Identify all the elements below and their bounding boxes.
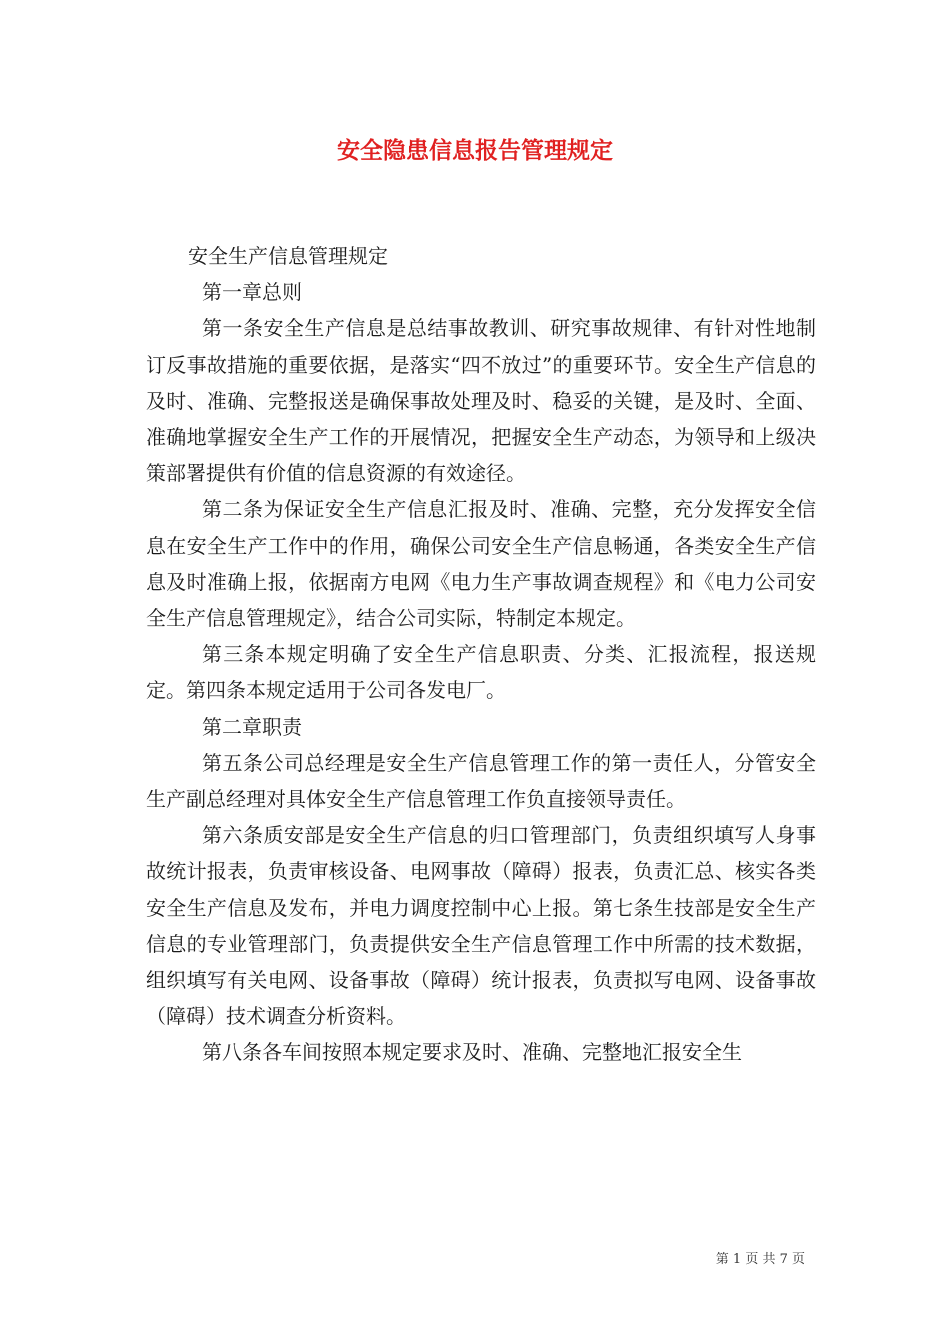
document-title: 安全隐患信息报告管理规定 [337, 137, 613, 164]
section-heading: 安全生产信息管理规定 [188, 244, 388, 268]
article-3-4: 第三条本规定明确了安全生产信息职责、分类、汇报流程，报送规定。第四条本规定适用于公司各发电厂。 [146, 642, 816, 703]
article-6-7: 第六条质安部是安全生产信息的归口管理部门，负责组织填写人身事故统计报表，负责审核设备、电网事故（障碍）报表，负责汇总、核实各类安全生产信息及发布，并电力调度控制中心上报。第七条生技部是安全生产信息的专业管理部门，负责提供安全生产信息管理工作中所需的技术数据，组织填写有关电网、设备事故（障碍）统计报表，负责拟写电网、设备事故（障碍）技术调查分析资料。 [146, 823, 816, 1029]
chapter-heading-1: 第一章总则 [202, 280, 302, 305]
article-2: 第二条为保证安全生产信息汇报及时、准确、完整，充分发挥安全信息在安全生产工作中的作用，确保公司安全生产信息畅通，各类安全生产信息及时准确上报，依据南方电网《电力生产事故调查规程》和《电力公司安全生产信息管理规定》，结合公司实际，特制定本规定。 [146, 497, 816, 631]
article-5: 第五条公司总经理是安全生产信息管理工作的第一责任人，分管安全生产副总经理对具体安全生产信息管理工作负直接领导责任。 [146, 750, 816, 812]
chapter-heading-2: 第二章职责 [202, 714, 302, 739]
article-8: 第八条各车间按照本规定要求及时、准确、完整地汇报安全生 [202, 1040, 742, 1065]
article-1: 第一条安全生产信息是总结事故教训、研究事故规律、有针对性地制订反事故措施的重要依据，是落实“四不放过”的重要环节。安全生产信息的及时、准确、完整报送是确保事故处理及时、稳妥的关键，是及时、全面、准确地掌握安全生产工作的开展情况，把握安全生产动态，为领导和上级决策部署提供有价值的信息资源的有效途径。 [146, 316, 816, 486]
page-number: 第 1 页 共 7 页 [715, 1252, 805, 1267]
document-body [146, 238, 816, 1071]
